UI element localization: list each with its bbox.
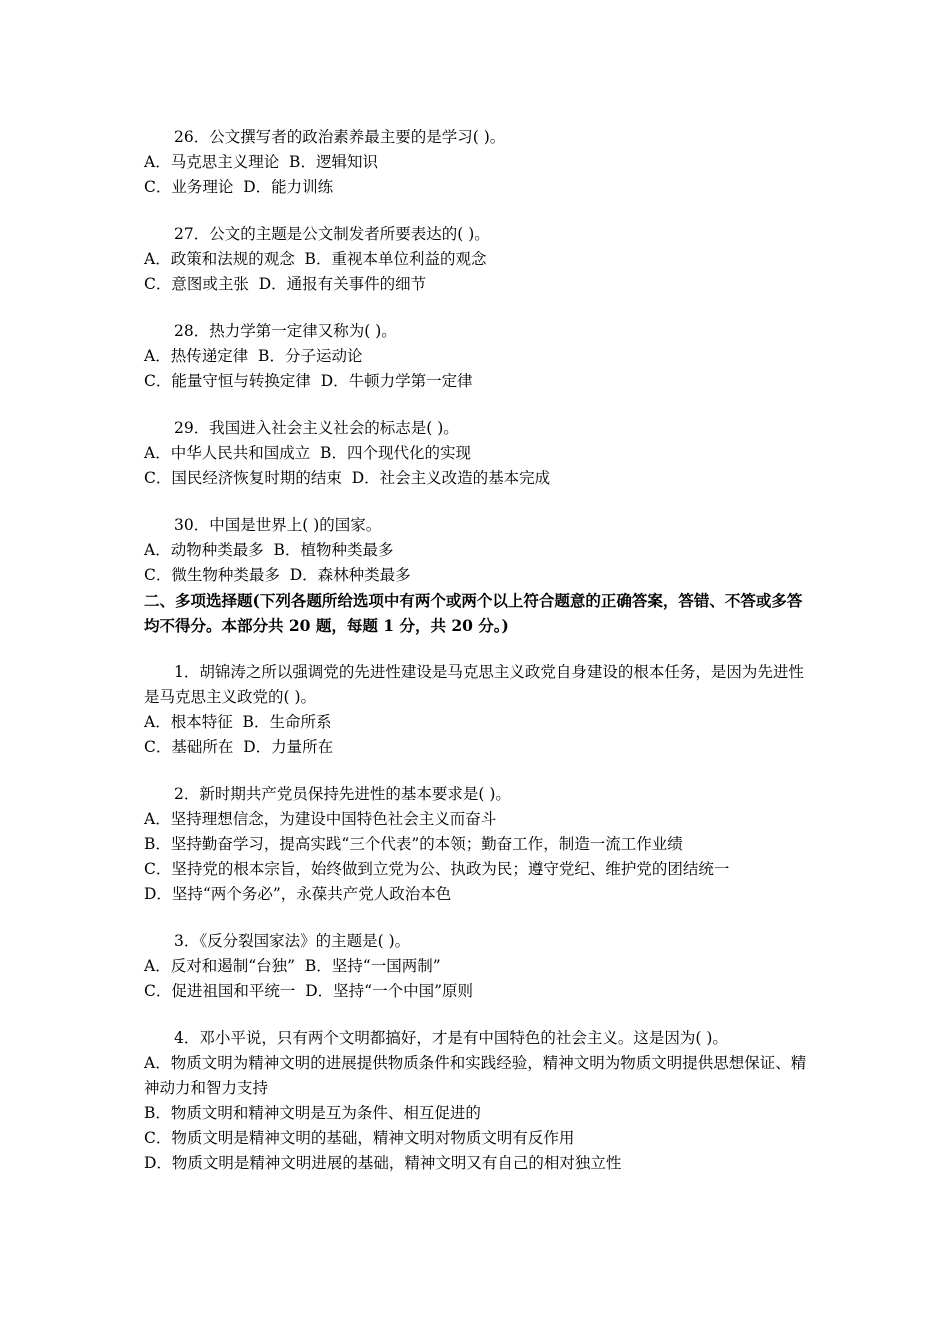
document-content	[144, 125, 814, 1176]
option-line: C．能量守恒与转换定律 D．牛顿力学第一定律	[144, 372, 473, 390]
option-line: A．马克思主义理论 B．逻辑知识	[144, 153, 378, 171]
option-line: A．坚持理想信念，为建设中国特色社会主义而奋斗	[144, 810, 497, 828]
option-line: D．物质文明是精神文明进展的基础，精神文明又有自己的相对独立性	[144, 1154, 622, 1172]
question-stem: 26．公文撰写者的政治素养最主要的是学习( )。	[174, 128, 506, 146]
section-heading: 二、多项选择题(下列各题所给选项中有两个或两个以上符合题意的正确答案，答错、不答或多答均不得分。本部分共 20 题，每题 1 分，共 20 分。)	[144, 591, 803, 635]
option-line: C．物质文明是精神文明的基础，精神文明对物质文明有反作用	[144, 1129, 575, 1147]
option-line: C．基础所在 D．力量所在	[144, 738, 334, 756]
question-4	[144, 1026, 814, 1176]
spacer	[144, 907, 814, 929]
question-stem: 29．我国进入社会主义社会的标志是( )。	[174, 419, 459, 437]
option-line: A．动物种类最多 B．植物种类最多	[144, 541, 394, 559]
spacer	[144, 491, 814, 513]
question-27	[144, 222, 814, 297]
question-stem: 28．热力学第一定律又称为( )。	[174, 322, 397, 340]
option-line: B．坚持勤奋学习，提高实践“三个代表”的本领；勤奋工作，制造一流工作业绩	[144, 835, 683, 853]
question-2	[144, 782, 814, 907]
option-line: C．坚持党的根本宗旨，始终做到立党为公、执政为民；遵守党纪、维护党的团结统一	[144, 860, 730, 878]
spacer	[144, 297, 814, 319]
option-line: C．促进祖国和平统一 D．坚持“一个中国”原则	[144, 982, 473, 1000]
question-stem: 1．胡锦涛之所以强调党的先进性建设是马克思主义政党自身建设的根本任务，是因为先进性是马克思主义政党的( )。	[144, 663, 804, 706]
option-line: A．中华人民共和国成立 B．四个现代化的实现	[144, 444, 471, 462]
question-30	[144, 513, 814, 588]
option-line: A．热传递定律 B．分子运动论	[144, 347, 363, 365]
option-line: C．意图或主张 D．通报有关事件的细节	[144, 275, 427, 293]
option-line: A．反对和遏制“台独” B．坚持“一国两制”	[144, 957, 441, 975]
spacer	[144, 638, 814, 660]
option-line: D．坚持“两个务必”，永葆共产党人政治本色	[144, 885, 452, 903]
question-stem: 3．《反分裂国家法》的主题是( )。	[174, 932, 411, 950]
spacer	[144, 200, 814, 222]
question-3	[144, 929, 814, 1004]
question-stem: 2．新时期共产党员保持先进性的基本要求是( )。	[174, 785, 511, 803]
question-26	[144, 125, 814, 200]
option-line: A．根本特征 B．生命所系	[144, 713, 332, 731]
spacer	[144, 394, 814, 416]
question-1	[144, 660, 814, 760]
question-stem: 4．邓小平说，只有两个文明都搞好，才是有中国特色的社会主义。这是因为( )。	[174, 1029, 728, 1047]
option-line: B．物质文明和精神文明是互为条件、相互促进的	[144, 1104, 481, 1122]
spacer	[144, 1004, 814, 1026]
option-line: A．物质文明为精神文明的进展提供物质条件和实践经验，精神文明为物质文明提供思想保证、精神动力和智力支持	[144, 1054, 807, 1097]
question-29	[144, 416, 814, 491]
question-stem: 30．中国是世界上( )的国家。	[174, 516, 382, 534]
question-stem: 27．公文的主题是公文制发者所要表达的( )。	[174, 225, 490, 243]
question-28	[144, 319, 814, 394]
spacer	[144, 760, 814, 782]
option-line: C．微生物种类最多 D．森林种类最多	[144, 566, 411, 584]
option-line: C．业务理论 D．能力训练	[144, 178, 334, 196]
option-line: C．国民经济恢复时期的结束 D．社会主义改造的基本完成	[144, 469, 551, 487]
option-line: A．政策和法规的观念 B．重视本单位利益的观念	[144, 250, 487, 268]
